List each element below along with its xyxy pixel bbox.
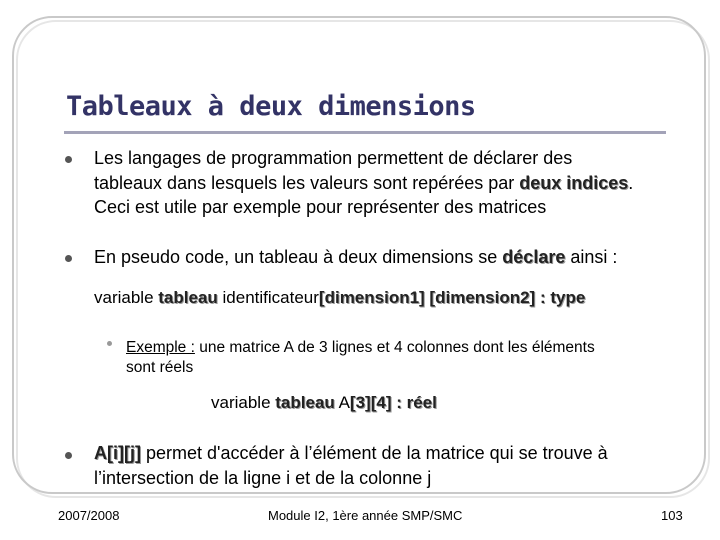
bullet-1-line-2-pre: tableaux dans lesquels les valeurs sont repérées par xyxy=(94,172,520,193)
example-code xyxy=(211,393,437,413)
bullet-3-line-2: l’intersection de la ligne i et de la colonne j xyxy=(94,467,432,488)
footer-page-number: 103 xyxy=(661,508,683,523)
bullet-2-post: ainsi : xyxy=(565,247,618,267)
sub-bullet-dot xyxy=(107,341,112,346)
bullet-3-emphasis: A[i][j] xyxy=(94,443,141,463)
footer-module: Module I2, 1ère année SMP/SMC xyxy=(268,508,463,523)
declaration-ident: identificateur xyxy=(217,288,319,307)
bullet-2-text xyxy=(94,245,704,270)
bullet-3-line-1-post: permet d'accéder à l’élément de la matrice qui se trouve à xyxy=(140,443,608,463)
declaration-dims: [dimension1] [dimension2] : type xyxy=(318,288,586,307)
example-text-1: une matrice A de 3 lignes et 4 colonnes dont les éléments xyxy=(194,339,595,356)
example-line-2: sont réels xyxy=(126,359,194,376)
bullet-2-pre: En pseudo code, un tableau à deux dimensions se xyxy=(94,247,503,267)
declaration-word: variable xyxy=(94,288,159,307)
bullet-3-line-1 xyxy=(94,441,704,466)
example-label: Exemple : xyxy=(126,339,195,356)
declaration-keyword: tableau xyxy=(158,288,218,307)
bullet-3-dot xyxy=(65,452,72,459)
slide-title: Tableaux à deux dimensions xyxy=(66,91,476,122)
bullet-1-line-3: Ceci est utile par exemple pour représenter des matrices xyxy=(94,197,547,217)
title-underline xyxy=(64,131,666,134)
example-code-keyword: tableau xyxy=(275,393,335,412)
example-text xyxy=(126,338,706,378)
declaration-syntax xyxy=(94,288,585,308)
example-code-name: A xyxy=(334,393,350,412)
example-code-dims: [3][4] : réel xyxy=(349,393,437,412)
bullet-1-dot xyxy=(65,156,72,163)
bullet-1-emphasis: deux indices xyxy=(519,172,629,193)
bullet-1-line-1: Les langages de programmation permettent de déclarer des xyxy=(94,148,573,168)
bullet-2-emphasis: déclare xyxy=(502,247,566,267)
bullet-1-text xyxy=(94,146,704,220)
example-line-1 xyxy=(126,338,706,358)
example-code-word: variable xyxy=(211,393,276,412)
bullet-1-line-2-post: . xyxy=(628,172,634,193)
bullet-2-dot xyxy=(65,255,72,262)
bullet-3-text xyxy=(94,441,704,490)
bullet-1-line-2 xyxy=(94,171,704,196)
footer-date: 2007/2008 xyxy=(58,508,120,523)
